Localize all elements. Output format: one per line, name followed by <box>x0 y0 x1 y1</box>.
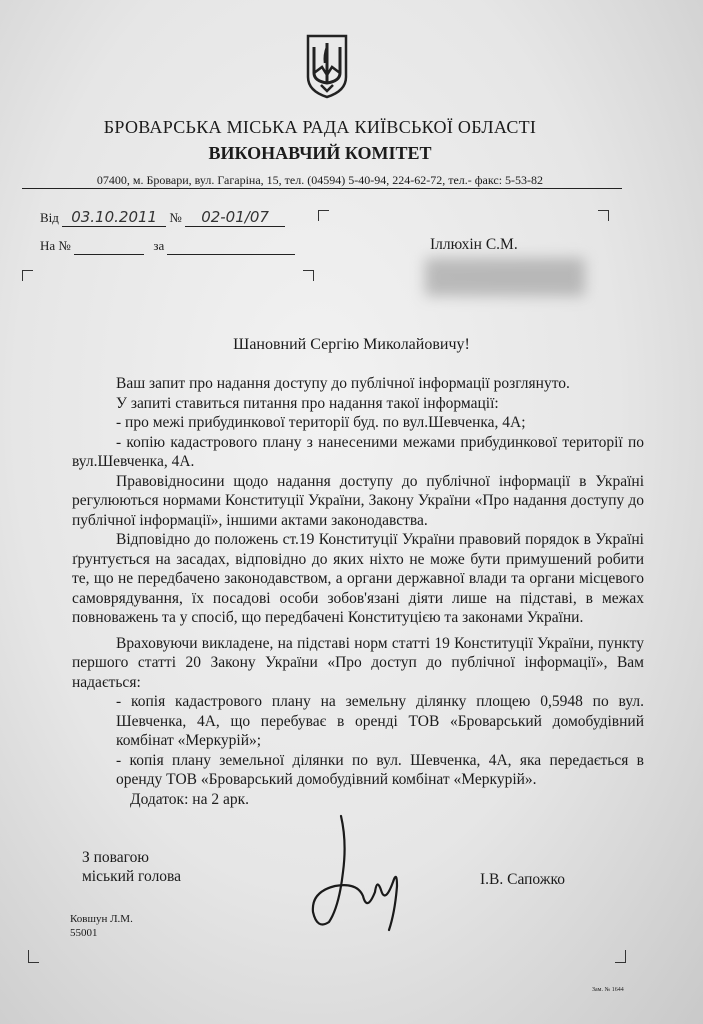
corner-mark <box>28 950 39 963</box>
trident-emblem-icon <box>305 33 349 99</box>
executor-info <box>70 912 133 940</box>
corner-mark <box>615 950 626 963</box>
list-item: - копію кадастрового плану з нанесеними межами прибудинкової території по вул.Шевченка, 4А. <box>72 433 644 470</box>
list-item: - копія кадастрового плану на земельну ділянку площею 0,5948 по вул. Шевченка, 4А, що перебуває в оренді ТОВ «Броварський домобудівний комбінат «Меркурій»; <box>116 693 644 749</box>
redacted-address <box>425 258 585 296</box>
from-date-line <box>40 208 285 227</box>
greeting: Шановний Сергію Миколайовичу! <box>233 336 470 353</box>
signer-title: міський голова <box>82 868 182 885</box>
council-name: БРОВАРСЬКА МІСЬКА РАДА КИЇВСЬКОЇ ОБЛАСТІ <box>103 117 537 137</box>
from-label: Від <box>40 210 59 225</box>
corner-mark <box>22 270 33 281</box>
reply-label: На № <box>40 238 71 253</box>
reply-date-blank <box>167 238 295 255</box>
date-value: 03.10.2011 <box>62 208 166 227</box>
number-value: 02-01/07 <box>185 208 285 227</box>
handwritten-signature <box>305 812 410 932</box>
council-address: 07400, м. Бровари, вул. Гагаріна, 15, тел. (04594) 5-40-94, 224-62-72, тел.- факс: 5-53-82 <box>96 173 544 187</box>
paragraph: Відповідно до положень ст.19 Конституції України правовий порядок в Україні ґрунтується на засадах, відповідно до яких ніхто не може бути примушений робити те, що не передбачено законодавством, а органи державної влади та органи місцевого самоврядування, їх посадові особи зобов'язані діяти лише на підставі, в межах повноважень та у спосіб, що передбачені Конституцією та законами України. <box>72 531 644 626</box>
letter-body <box>72 374 644 809</box>
attachment-note: Додаток: на 2 арк. <box>130 790 249 808</box>
reply-line <box>40 238 295 255</box>
number-label: № <box>169 210 182 225</box>
reply-to-label: за <box>153 238 165 253</box>
paragraph: У запиті ставиться питання про надання такої інформації: <box>116 394 499 412</box>
list-item: - про межі прибудинкової території буд. по вул.Шевченка, 4А; <box>116 414 526 431</box>
executor-phone: 55001 <box>70 927 98 939</box>
paragraph: Ваш запит про надання доступу до публічної інформації розглянуто. <box>116 375 570 392</box>
corner-mark <box>598 210 609 221</box>
signer-name: І.В. Сапожко <box>480 871 566 888</box>
reply-number-blank <box>74 238 144 255</box>
executor-name: Ковшун Л.М. <box>70 913 133 925</box>
header-rule <box>22 188 622 189</box>
paragraph: Правовідносини щодо надання доступу до публічної інформації в Україні регулюються нормами Конституції України, Закону України «Про надання доступу до публічної інформації», іншими актами законодавства. <box>72 472 644 529</box>
corner-mark <box>303 270 314 281</box>
committee-title: ВИКОНАВЧИЙ КОМІТЕТ <box>208 143 432 163</box>
list-item: - копія плану земельної ділянки по вул. Шевченка, 4А, яка передається в оренду ТОВ «Броварський домобудівний комбінат «Меркурій». <box>116 751 644 788</box>
signature-title-block <box>82 848 181 886</box>
order-footnote: Зам. № 1644 <box>592 987 624 993</box>
corner-mark <box>318 210 329 221</box>
closing-phrase: З повагою <box>82 849 149 866</box>
paragraph: Враховуючи викладене, на підставі норм статті 19 Конституції України, пункту першого статті 20 Закону України «Про доступ до публічної інформації», Вам надається: <box>72 634 644 691</box>
recipient-name: Іллюхін С.М. <box>430 236 518 253</box>
